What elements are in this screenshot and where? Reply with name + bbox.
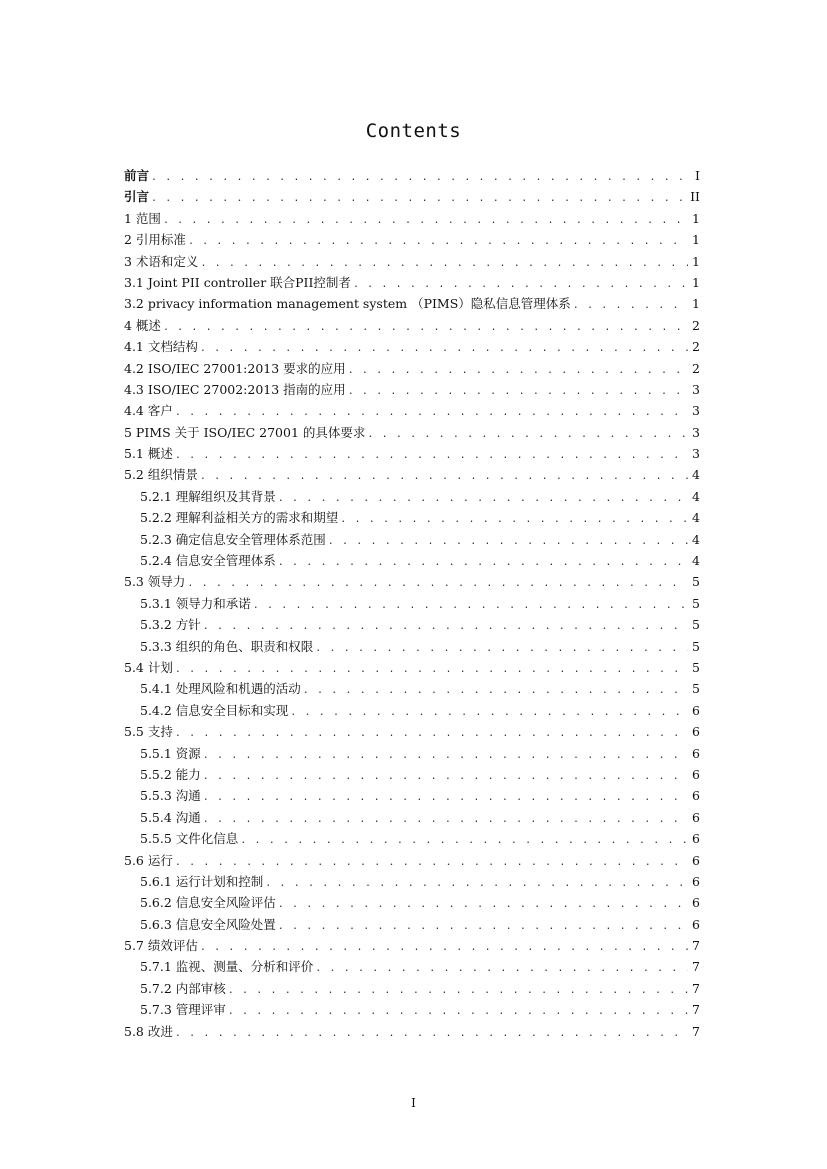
toc-entry-page: 3 xyxy=(692,446,700,462)
toc-dot-leader xyxy=(187,573,688,594)
toc-dot-leader xyxy=(200,338,688,359)
toc-entry-label: 1 范围 xyxy=(124,210,161,226)
toc-entry-page: 4 xyxy=(692,531,700,547)
toc-dot-leader xyxy=(240,830,688,851)
toc-entry-label: 5.4.1 处理风险和机遇的活动 xyxy=(140,681,301,697)
toc-entry-label: 5.6.1 运行计划和控制 xyxy=(140,873,264,889)
toc-entry[interactable] xyxy=(124,229,700,250)
toc-entry-page: 4 xyxy=(692,553,700,569)
toc-entry[interactable] xyxy=(124,529,700,550)
toc-entry[interactable] xyxy=(124,828,700,849)
toc-entry[interactable] xyxy=(124,315,700,336)
toc-entry-page: 5 xyxy=(692,595,700,611)
toc-entry-label: 5.3.1 领导力和承诺 xyxy=(140,595,251,611)
toc-entry-page: 3 xyxy=(692,403,700,419)
toc-entry-label: 5.2.4 信息安全管理体系 xyxy=(140,553,276,569)
toc-entry-page: 6 xyxy=(692,788,700,804)
toc-entry[interactable] xyxy=(124,956,700,977)
toc-entry-label: 5.5 支持 xyxy=(124,724,173,740)
toc-entry-page: 6 xyxy=(692,873,700,889)
toc-dot-leader xyxy=(353,274,688,295)
toc-dot-leader xyxy=(290,702,688,723)
toc-dot-leader xyxy=(203,809,688,830)
toc-entry-label: 5.5.1 资源 xyxy=(140,745,201,761)
toc-entry[interactable] xyxy=(124,700,700,721)
toc-dot-leader xyxy=(348,381,688,402)
toc-entry-label: 5.2.1 理解组织及其背景 xyxy=(140,488,276,504)
toc-entry[interactable] xyxy=(124,657,700,678)
toc-dot-leader xyxy=(278,916,688,937)
toc-entry-page: 7 xyxy=(692,938,700,954)
toc-dot-leader xyxy=(163,210,688,231)
toc-entry-page: 7 xyxy=(692,959,700,975)
toc-dot-leader xyxy=(573,295,688,316)
toc-entry[interactable] xyxy=(124,165,700,186)
toc-dot-leader xyxy=(265,873,688,894)
toc-dot-leader xyxy=(200,466,688,487)
toc-entry[interactable] xyxy=(124,293,700,314)
toc-entry[interactable] xyxy=(124,892,700,913)
toc-entry-page: 1 xyxy=(692,274,700,290)
toc-entry-label: 5.3.3 组织的角色、职责和权限 xyxy=(140,638,314,654)
toc-dot-leader xyxy=(203,766,688,787)
toc-dot-leader xyxy=(200,937,688,958)
toc-entry-page: I xyxy=(695,168,700,183)
toc-entry-page: 7 xyxy=(692,980,700,996)
toc-entry-page: 2 xyxy=(692,360,700,376)
toc-dot-leader xyxy=(175,1023,688,1044)
toc-entry-label: 3.1 Joint PII controller 联合PII控制者 xyxy=(124,274,351,290)
toc-entry[interactable] xyxy=(124,978,700,999)
page-number: I xyxy=(411,1096,416,1110)
toc-entry-page: 6 xyxy=(692,766,700,782)
toc-entry[interactable] xyxy=(124,464,700,485)
toc-entry-page: 6 xyxy=(692,852,700,868)
toc-entry[interactable] xyxy=(124,336,700,357)
toc-entry-page: 5 xyxy=(692,574,700,590)
toc-entry[interactable] xyxy=(124,807,700,828)
toc-dot-leader xyxy=(253,595,688,616)
toc-dot-leader xyxy=(188,231,688,252)
toc-entry-label: 5.7 绩效评估 xyxy=(124,938,198,954)
toc-dot-leader xyxy=(228,1001,688,1022)
toc-dot-leader xyxy=(315,958,688,979)
toc-entry-page: 5 xyxy=(692,681,700,697)
toc-entry-label: 5.4 计划 xyxy=(124,659,173,675)
table-of-contents xyxy=(124,165,700,1042)
toc-entry-page: 6 xyxy=(692,745,700,761)
toc-dot-leader xyxy=(315,638,688,659)
toc-dot-leader xyxy=(151,167,688,188)
toc-entry[interactable] xyxy=(124,186,700,207)
toc-entry-label: 4.4 客户 xyxy=(124,403,173,419)
page-title: Contents xyxy=(365,120,462,142)
toc-entry-label: 5.4.2 信息安全目标和实现 xyxy=(140,702,289,718)
toc-entry-page: 7 xyxy=(692,1002,700,1018)
toc-dot-leader xyxy=(278,894,688,915)
toc-entry-page: 3 xyxy=(692,424,700,440)
toc-entry[interactable] xyxy=(124,571,700,592)
toc-dot-leader xyxy=(348,360,688,381)
toc-entry[interactable] xyxy=(124,251,700,272)
toc-entry-label: 引言 xyxy=(124,189,150,205)
toc-entry[interactable] xyxy=(124,871,700,892)
toc-entry-label: 4.2 ISO/IEC 27001:2013 要求的应用 xyxy=(124,360,346,376)
toc-dot-leader xyxy=(175,402,688,423)
toc-entry[interactable] xyxy=(124,1021,700,1042)
toc-entry-label: 4.3 ISO/IEC 27002:2013 指南的应用 xyxy=(124,381,346,397)
toc-entry-label: 前言 xyxy=(124,168,150,183)
toc-entry-label: 5.6 运行 xyxy=(124,852,173,868)
toc-entry-label: 5.5.4 沟通 xyxy=(140,809,201,825)
toc-entry-page: 6 xyxy=(692,916,700,932)
toc-entry[interactable] xyxy=(124,636,700,657)
toc-entry[interactable] xyxy=(124,272,700,293)
toc-entry[interactable] xyxy=(124,850,700,871)
toc-entry-page: 2 xyxy=(692,317,700,333)
toc-entry[interactable] xyxy=(124,593,700,614)
toc-entry[interactable] xyxy=(124,486,700,507)
toc-entry-page: 4 xyxy=(692,488,700,504)
toc-entry-label: 5.2.2 理解利益相关方的需求和期望 xyxy=(140,510,339,526)
toc-entry-page: 6 xyxy=(692,724,700,740)
toc-entry-page: 7 xyxy=(692,1023,700,1039)
toc-entry-label: 5.3 领导力 xyxy=(124,574,186,590)
toc-entry[interactable] xyxy=(124,507,700,528)
toc-entry-label: 5.5.5 文件化信息 xyxy=(140,831,239,847)
toc-entry-label: 4.1 文档结构 xyxy=(124,339,198,355)
toc-entry[interactable] xyxy=(124,358,700,379)
toc-entry[interactable] xyxy=(124,764,700,785)
toc-dot-leader xyxy=(175,723,688,744)
toc-entry-page: 3 xyxy=(692,381,700,397)
toc-entry[interactable] xyxy=(124,550,700,571)
toc-entry[interactable] xyxy=(124,785,700,806)
toc-entry-page: 6 xyxy=(692,895,700,911)
toc-entry-page: 1 xyxy=(692,232,700,248)
toc-dot-leader xyxy=(203,745,688,766)
toc-entry-page: II xyxy=(690,189,700,205)
toc-entry-page: 6 xyxy=(692,809,700,825)
toc-entry-label: 5.1 概述 xyxy=(124,446,173,462)
toc-dot-leader xyxy=(303,680,688,701)
toc-dot-leader xyxy=(340,509,688,530)
toc-entry[interactable] xyxy=(124,999,700,1020)
toc-entry-page: 2 xyxy=(692,339,700,355)
toc-dot-leader xyxy=(328,531,688,552)
toc-entry-page: 5 xyxy=(692,659,700,675)
toc-entry[interactable] xyxy=(124,208,700,229)
toc-entry-label: 5.8 改进 xyxy=(124,1023,173,1039)
toc-entry-label: 2 引用标准 xyxy=(124,232,186,248)
toc-entry-label: 5.6.2 信息安全风险评估 xyxy=(140,895,276,911)
toc-dot-leader xyxy=(203,787,688,808)
toc-entry[interactable] xyxy=(124,721,700,742)
toc-dot-leader xyxy=(200,253,688,274)
toc-dot-leader xyxy=(278,488,688,509)
toc-dot-leader xyxy=(278,552,688,573)
toc-entry-label: 5.2.3 确定信息安全管理体系范围 xyxy=(140,531,326,547)
toc-entry[interactable] xyxy=(124,743,700,764)
toc-entry-page: 1 xyxy=(692,296,700,312)
toc-dot-leader xyxy=(367,424,688,445)
toc-entry-label: 5.5.3 沟通 xyxy=(140,788,201,804)
toc-entry-page: 1 xyxy=(692,210,700,226)
toc-entry[interactable] xyxy=(124,379,700,400)
toc-entry-page: 4 xyxy=(692,510,700,526)
toc-entry-label: 3 术语和定义 xyxy=(124,253,199,269)
toc-entry[interactable] xyxy=(124,400,700,421)
toc-entry[interactable] xyxy=(124,935,700,956)
toc-entry-label: 5.2 组织情景 xyxy=(124,467,198,483)
toc-entry-label: 5.3.2 方针 xyxy=(140,617,201,633)
toc-entry-label: 5.7.2 内部审核 xyxy=(140,980,226,996)
toc-entry-label: 3.2 privacy information management system （PIMS）隐私信息管理体系 xyxy=(124,296,571,312)
toc-entry-page: 6 xyxy=(692,702,700,718)
toc-entry-page: 1 xyxy=(692,253,700,269)
toc-dot-leader xyxy=(175,445,688,466)
toc-dot-leader xyxy=(203,616,688,637)
toc-entry-label: 5 PIMS 关于 ISO/IEC 27001 的具体要求 xyxy=(124,424,366,440)
toc-entry-label: 5.6.3 信息安全风险处置 xyxy=(140,916,276,932)
toc-entry[interactable] xyxy=(124,678,700,699)
toc-entry[interactable] xyxy=(124,914,700,935)
toc-dot-leader xyxy=(175,659,688,680)
toc-dot-leader xyxy=(163,317,688,338)
toc-entry[interactable] xyxy=(124,614,700,635)
toc-entry-label: 5.7.3 管理评审 xyxy=(140,1002,226,1018)
toc-entry-page: 4 xyxy=(692,467,700,483)
toc-entry-page: 5 xyxy=(692,617,700,633)
toc-dot-leader xyxy=(228,980,688,1001)
toc-entry[interactable] xyxy=(124,422,700,443)
toc-entry-label: 5.5.2 能力 xyxy=(140,766,201,782)
toc-entry-page: 5 xyxy=(692,638,700,654)
toc-entry-label: 4 概述 xyxy=(124,317,161,333)
toc-dot-leader xyxy=(151,188,688,209)
toc-dot-leader xyxy=(175,852,688,873)
toc-entry-page: 6 xyxy=(692,831,700,847)
toc-entry-label: 5.7.1 监视、测量、分析和评价 xyxy=(140,959,314,975)
toc-entry[interactable] xyxy=(124,443,700,464)
